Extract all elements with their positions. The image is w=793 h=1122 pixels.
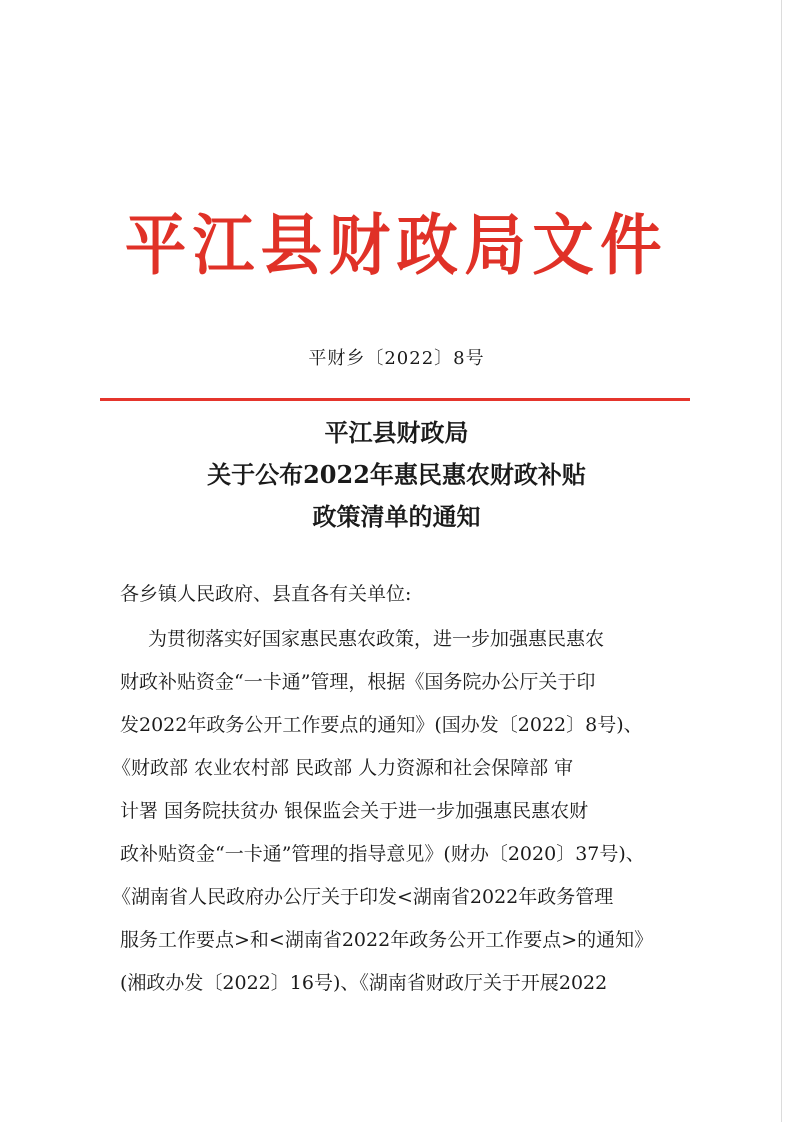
page-edge-line (781, 0, 782, 1122)
body-line: (湘政办发〔2022〕16号)、《湖南省财政厅关于开展2022 (120, 972, 608, 994)
notice-title-line-3: 政策清单的通知 (312, 502, 481, 531)
body-line: 计署 国务院扶贫办 银保监会关于进一步加强惠民惠农财 (120, 800, 589, 822)
body-line: 发2022年政务公开工作要点的通知》(国办发〔2022〕8号)、 (120, 714, 643, 736)
document-header-title: 平江县财政局文件 (124, 206, 669, 284)
salutation: 各乡镇人民政府、县直各有关单位: (120, 583, 412, 605)
notice-title-line-2: 关于公布2022年惠民惠农财政补贴 (207, 460, 586, 489)
body-line: 为贯彻落实好国家惠民惠农政策，进一步加强惠民惠农 (148, 628, 605, 650)
body-line: 《财政部 农业农村部 民政部 人力资源和社会保障部 审 (112, 757, 574, 779)
body-line: 政补贴资金“一卡通”管理的指导意见》(财办〔2020〕37号)、 (120, 843, 645, 865)
red-separator-rule (100, 398, 690, 401)
notice-title-line-1: 平江县财政局 (324, 418, 469, 447)
document-number: 平财乡〔2022〕8号 (308, 348, 485, 369)
body-line: 财政补贴资金“一卡通”管理，根据《国务院办公厅关于印 (120, 671, 596, 693)
body-line: 服务工作要点>和<湖南省2022年政务公开工作要点>的通知》 (120, 929, 654, 951)
body-line: 《湖南省人民政府办公厅关于印发<湖南省2022年政务管理 (112, 886, 614, 908)
notice-title (0, 412, 793, 538)
